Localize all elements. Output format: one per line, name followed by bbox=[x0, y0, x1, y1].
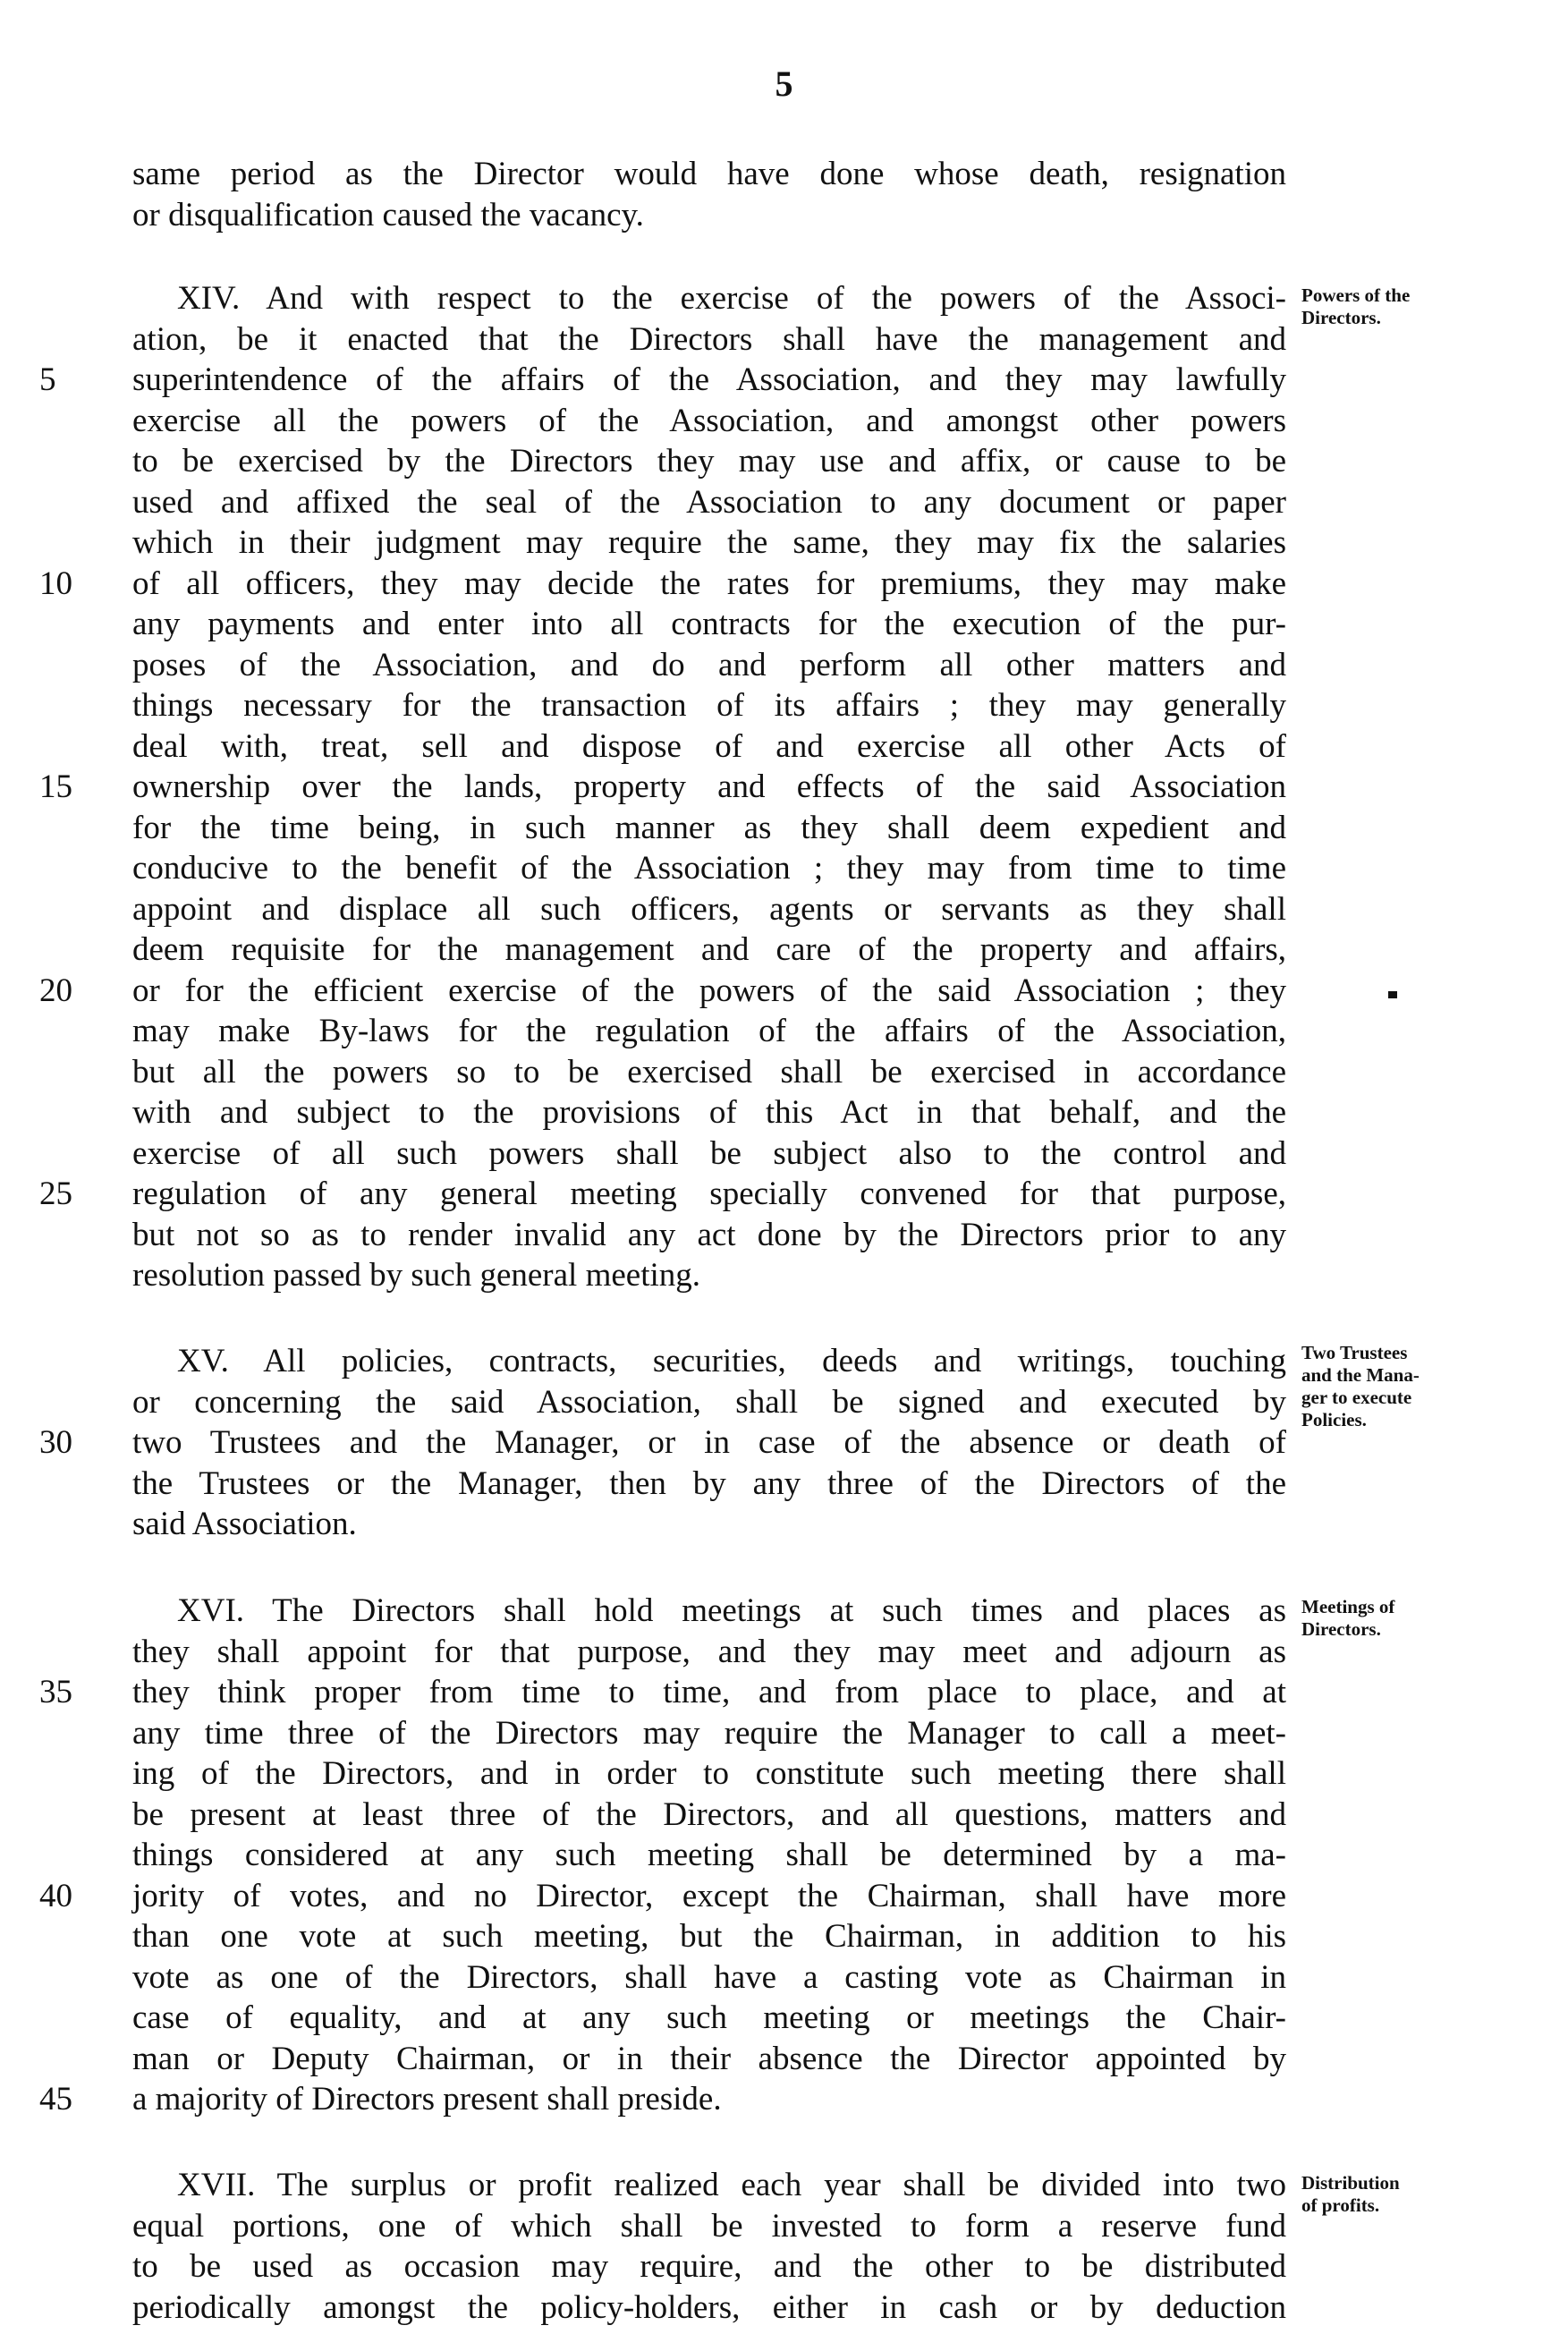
text-line: superintendence of the affairs of the Association, and they may lawfully bbox=[132, 361, 1286, 398]
text-line: exercise of all such powers shall be subject also to the control and bbox=[132, 1135, 1286, 1172]
text-line: resolution passed by such general meeting. bbox=[132, 1257, 700, 1294]
text-line: but not so as to render invalid any act done by the Directors prior to any bbox=[132, 1217, 1286, 1253]
text-line: deem requisite for the management and care of the property and affairs, bbox=[132, 931, 1286, 968]
line-number: 10 bbox=[39, 565, 72, 602]
text-line: ownership over the lands, property and effects of the said Association bbox=[132, 768, 1286, 805]
margin-note: Meetings of Directors. bbox=[1301, 1596, 1395, 1640]
text-line: to be exercised by the Directors they may use and affix, or cause to be bbox=[132, 443, 1286, 480]
text-line: things necessary for the transaction of its affairs ; they may generally bbox=[132, 687, 1286, 724]
text-line: conducive to the benefit of the Association ; they may from time to time bbox=[132, 850, 1286, 887]
line-number: 15 bbox=[39, 768, 72, 805]
line-number: 5 bbox=[39, 361, 56, 398]
text-line: but all the powers so to be exercised shall be exercised in accordance bbox=[132, 1054, 1286, 1091]
text-line: which in their judgment may require the same, they may fix the salaries bbox=[132, 524, 1286, 561]
line-number: 30 bbox=[39, 1424, 72, 1461]
text-line: two Trustees and the Manager, or in case of the absence or death of bbox=[132, 1424, 1286, 1461]
text-line: appoint and displace all such officers, agents or servants as they shall bbox=[132, 891, 1286, 928]
text-line: than one vote at such meeting, but the Chairman, in addition to his bbox=[132, 1918, 1286, 1955]
line-number: 35 bbox=[39, 1674, 72, 1710]
text-line: XVII. The surplus or profit realized each year shall be divided into two bbox=[177, 2167, 1286, 2203]
text-line: the Trustees or the Manager, then by any three of the Directors of the bbox=[132, 1465, 1286, 1502]
line-number: 45 bbox=[39, 2081, 72, 2118]
text-line: deal with, treat, sell and dispose of and exercise all other Acts of bbox=[132, 728, 1286, 765]
text-line: or concerning the said Association, shall be signed and executed by bbox=[132, 1384, 1286, 1421]
text-line: to be used as occasion may require, and the other to be distributed bbox=[132, 2248, 1286, 2285]
text-line: with and subject to the provisions of this Act in that behalf, and the bbox=[132, 1094, 1286, 1131]
text-line: ation, be it enacted that the Directors shall have the management and bbox=[132, 321, 1286, 358]
text-line: or disqualification caused the vacancy. bbox=[132, 197, 644, 233]
page-number: 5 bbox=[775, 64, 793, 104]
margin-note: Two Trustees and the Mana- ger to execute Policies. bbox=[1301, 1342, 1420, 1430]
text-line: poses of the Association, and do and perform all other matters and bbox=[132, 647, 1286, 683]
text-line: be present at least three of the Directors, and all questions, matters and bbox=[132, 1796, 1286, 1833]
text-line: things considered at any such meeting shall be determined by a ma- bbox=[132, 1837, 1286, 1873]
text-line: man or Deputy Chairman, or in their absence the Director appointed by bbox=[132, 2041, 1286, 2077]
text-line: used and affixed the seal of the Association to any document or paper bbox=[132, 484, 1286, 521]
text-line: may make By-laws for the regulation of the affairs of the Association, bbox=[132, 1013, 1286, 1049]
text-line: or for the efficient exercise of the powers of the said Association ; they bbox=[132, 972, 1286, 1009]
margin-note: Powers of the Directors. bbox=[1301, 284, 1411, 328]
line-number: 20 bbox=[39, 972, 72, 1009]
text-line: XVI. The Directors shall hold meetings at such times and places as bbox=[177, 1592, 1286, 1629]
text-line: periodically amongst the policy-holders, either in cash or by deduction bbox=[132, 2289, 1286, 2326]
text-line: of all officers, they may decide the rates for premiums, they may make bbox=[132, 565, 1286, 602]
text-line: exercise all the powers of the Association, and amongst other powers bbox=[132, 403, 1286, 439]
text-line: equal portions, one of which shall be invested to form a reserve fund bbox=[132, 2208, 1286, 2245]
text-line: they think proper from time to time, and from place to place, and at bbox=[132, 1674, 1286, 1710]
margin-mark bbox=[1388, 991, 1397, 998]
text-line: any payments and enter into all contracts for the execution of the pur- bbox=[132, 606, 1286, 642]
text-line: any time three of the Directors may require the Manager to call a meet- bbox=[132, 1715, 1286, 1752]
text-line: they shall appoint for that purpose, and they may meet and adjourn as bbox=[132, 1634, 1286, 1670]
text-line: jority of votes, and no Director, except the Chairman, shall have more bbox=[132, 1878, 1286, 1914]
text-line: said Association. bbox=[132, 1506, 357, 1542]
line-number: 25 bbox=[39, 1176, 72, 1212]
text-line: a majority of Directors present shall preside. bbox=[132, 2081, 722, 2118]
text-line: same period as the Director would have done whose death, resignation bbox=[132, 156, 1286, 192]
margin-note: Distribution of profits. bbox=[1301, 2172, 1400, 2216]
text-line: case of equality, and at any such meeting or meetings the Chair- bbox=[132, 1999, 1286, 2036]
text-line: regulation of any general meeting specially convened for that purpose, bbox=[132, 1176, 1286, 1212]
text-line: ing of the Directors, and in order to constitute such meeting there shall bbox=[132, 1755, 1286, 1792]
text-line: XV. All policies, contracts, securities, deeds and writings, touching bbox=[177, 1343, 1286, 1379]
text-line: XIV. And with respect to the exercise of the powers of the Associ- bbox=[177, 280, 1286, 317]
text-line: for the time being, in such manner as they shall deem expedient and bbox=[132, 810, 1286, 846]
line-number: 40 bbox=[39, 1878, 72, 1914]
text-line: vote as one of the Directors, shall have a casting vote as Chairman in bbox=[132, 1959, 1286, 1996]
